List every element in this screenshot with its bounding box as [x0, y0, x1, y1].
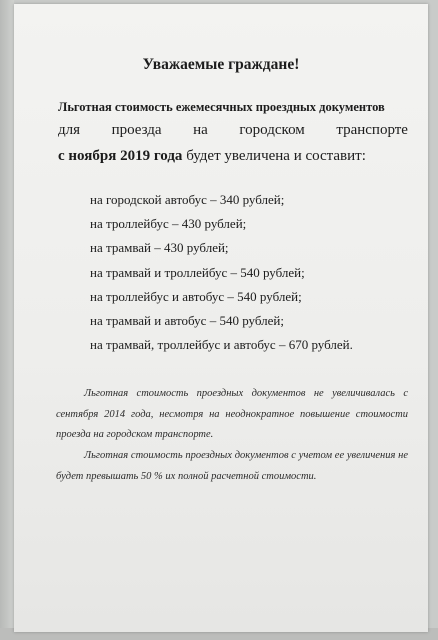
price-list — [90, 190, 353, 359]
lead-word: городском — [239, 122, 305, 138]
lead-word: транспорте — [336, 122, 408, 138]
effective-date: с ноября 2019 года — [58, 148, 183, 164]
notice-title: Уважаемые граждане! — [142, 56, 300, 73]
lead-line-1: Льготная стоимость ежемесячных проездных документов — [58, 100, 385, 114]
price-item: на трамвай и троллейбус – 540 рублей; — [90, 264, 305, 280]
note-text: Льготная стоимость проездных документов с учетом ее увеличения не будет превышать 50 % их полной расчетной стоимости. — [56, 450, 408, 482]
wall-background — [0, 0, 14, 640]
lead-line-3-rest: будет увеличена и составит: — [182, 148, 366, 164]
note-text: Льготная стоимость проездных документов не увеличивалась с сентября 2014 года, несмотря на неоднократное повышение стоимости проезда на городском транспорте. — [56, 388, 408, 440]
price-item: на троллейбус – 430 рублей; — [90, 216, 247, 232]
price-item: на троллейбус и автобус – 540 рублей; — [90, 288, 302, 304]
lead-word: проезда — [111, 122, 162, 138]
lead-line-3 — [58, 148, 408, 165]
note-paragraph-1 — [56, 384, 408, 446]
notice-paper — [14, 4, 428, 632]
lead-word: на — [193, 122, 208, 138]
note-paragraph-2 — [56, 446, 408, 487]
price-item: на трамвай, троллейбус и автобус – 670 рублей. — [90, 337, 353, 353]
price-item: на трамвай и автобус – 540 рублей; — [90, 312, 284, 328]
lead-word: для — [58, 122, 81, 138]
price-item: на городской автобус – 340 рублей; — [90, 192, 285, 207]
lead-line-2 — [58, 122, 408, 139]
price-item: на трамвай – 430 рублей; — [90, 240, 229, 256]
